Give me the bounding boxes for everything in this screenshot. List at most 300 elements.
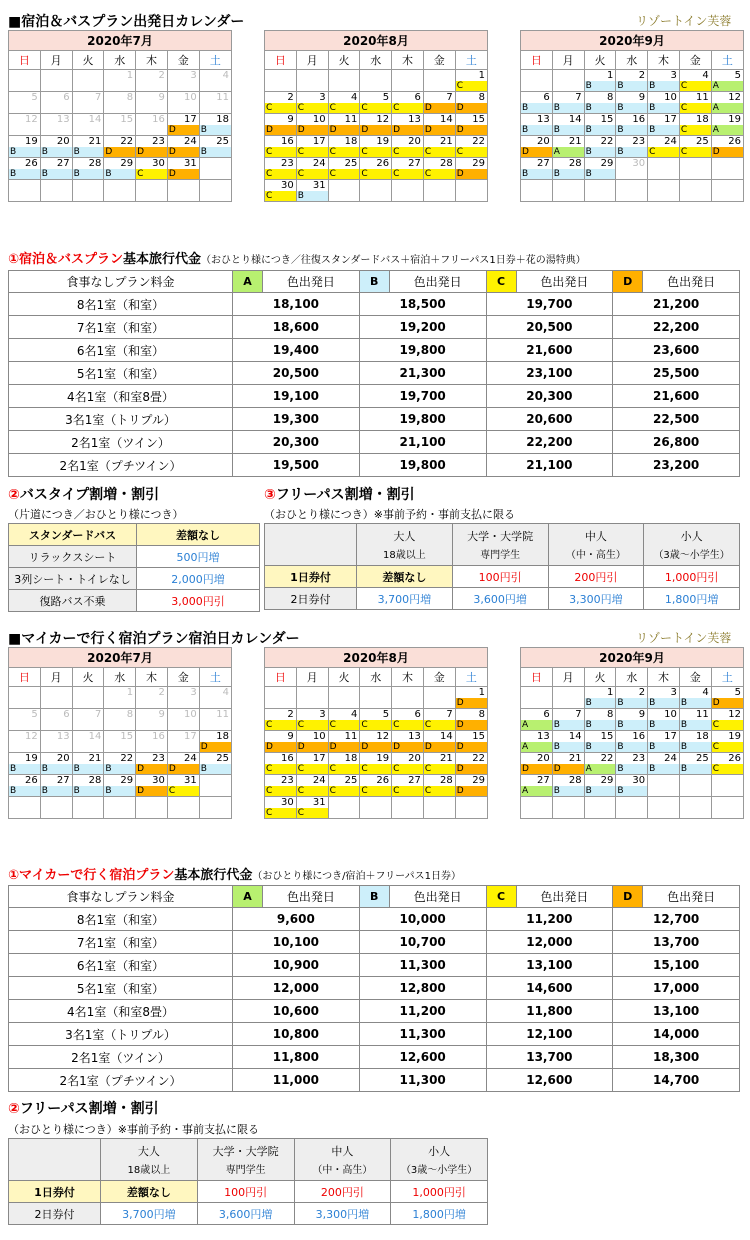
calendar-day[interactable] bbox=[392, 731, 424, 753]
calendar-day[interactable] bbox=[328, 687, 360, 709]
calendar-day[interactable] bbox=[392, 687, 424, 709]
calendar-day[interactable] bbox=[265, 753, 297, 775]
calendar-day[interactable] bbox=[296, 158, 328, 180]
calendar-day[interactable] bbox=[455, 70, 487, 92]
calendar-day[interactable] bbox=[679, 709, 711, 731]
calendar-day[interactable] bbox=[296, 136, 328, 158]
day-number: 3 bbox=[319, 709, 326, 720]
calendar-day[interactable] bbox=[9, 687, 41, 709]
calendar-day[interactable] bbox=[711, 70, 743, 92]
calendar-day[interactable] bbox=[72, 775, 104, 797]
calendar-day[interactable] bbox=[9, 70, 41, 92]
free-head-main: 中人 bbox=[331, 1145, 354, 1158]
calendar-day[interactable] bbox=[199, 92, 231, 114]
calendar-day[interactable] bbox=[40, 136, 72, 158]
calendar-day[interactable] bbox=[360, 158, 392, 180]
calendar-day[interactable] bbox=[72, 797, 104, 819]
calendar-day[interactable] bbox=[40, 70, 72, 92]
day-number: 3 bbox=[190, 687, 197, 698]
calendar-day[interactable] bbox=[265, 70, 297, 92]
calendar-day[interactable] bbox=[40, 180, 72, 202]
day-number: 6 bbox=[414, 709, 421, 720]
calendar-day[interactable] bbox=[296, 753, 328, 775]
calendar-day[interactable] bbox=[711, 136, 743, 158]
calendar-day[interactable] bbox=[392, 775, 424, 797]
calendar-day[interactable] bbox=[265, 136, 297, 158]
price-value: 23,600 bbox=[613, 339, 740, 362]
calendar-day[interactable] bbox=[584, 709, 616, 731]
calendar-day[interactable] bbox=[552, 92, 584, 114]
calendar-day[interactable] bbox=[616, 797, 648, 819]
calendar-day[interactable] bbox=[136, 180, 168, 202]
calendar-day[interactable] bbox=[584, 70, 616, 92]
calendar-day[interactable] bbox=[265, 114, 297, 136]
calendar-day[interactable] bbox=[521, 797, 553, 819]
calendar-day[interactable] bbox=[72, 114, 104, 136]
calendar-day[interactable] bbox=[40, 775, 72, 797]
calendar-2-1 bbox=[264, 647, 488, 819]
calendar-day[interactable] bbox=[40, 158, 72, 180]
calendar-day[interactable] bbox=[265, 709, 297, 731]
calendar-day[interactable] bbox=[552, 731, 584, 753]
calendar-day[interactable] bbox=[711, 709, 743, 731]
day-number: 21 bbox=[439, 136, 453, 147]
day-number: 23 bbox=[152, 136, 165, 147]
calendar-day[interactable] bbox=[136, 797, 168, 819]
calendar-day[interactable] bbox=[711, 731, 743, 753]
calendar-day[interactable] bbox=[360, 687, 392, 709]
day-number: 30 bbox=[281, 180, 294, 191]
calendar-day[interactable] bbox=[616, 731, 648, 753]
calendar-day[interactable] bbox=[199, 114, 231, 136]
calendar-day[interactable] bbox=[455, 775, 487, 797]
day-code bbox=[136, 720, 167, 730]
calendar-day[interactable] bbox=[711, 180, 743, 202]
calendar-day[interactable] bbox=[199, 731, 231, 753]
calendar-day[interactable] bbox=[679, 70, 711, 92]
calendar-day[interactable] bbox=[679, 114, 711, 136]
calendar-day[interactable] bbox=[167, 775, 199, 797]
calendar-day[interactable] bbox=[552, 687, 584, 709]
calendar-day[interactable] bbox=[104, 709, 136, 731]
calendar-day[interactable] bbox=[199, 136, 231, 158]
calendar-day[interactable] bbox=[72, 180, 104, 202]
calendar-day[interactable] bbox=[648, 753, 680, 775]
calendar-day[interactable] bbox=[455, 797, 487, 819]
calendar-day[interactable] bbox=[104, 797, 136, 819]
calendar-day[interactable] bbox=[648, 687, 680, 709]
calendar-day[interactable] bbox=[328, 114, 360, 136]
calendar-day[interactable] bbox=[360, 180, 392, 202]
calendar-day[interactable] bbox=[104, 114, 136, 136]
calendar-day[interactable] bbox=[167, 687, 199, 709]
calendar-day[interactable] bbox=[104, 775, 136, 797]
calendar-day[interactable] bbox=[584, 136, 616, 158]
calendar-day[interactable] bbox=[648, 731, 680, 753]
calendar-day[interactable] bbox=[423, 753, 455, 775]
calendar-day[interactable] bbox=[423, 797, 455, 819]
day-number: 16 bbox=[632, 114, 646, 125]
calendar-day[interactable] bbox=[521, 775, 553, 797]
calendar-day[interactable] bbox=[104, 70, 136, 92]
calendar-day[interactable] bbox=[423, 775, 455, 797]
calendar-day[interactable] bbox=[167, 180, 199, 202]
calendar-day[interactable] bbox=[136, 687, 168, 709]
calendar-day[interactable] bbox=[104, 158, 136, 180]
calendar-day[interactable] bbox=[360, 731, 392, 753]
calendar-day[interactable] bbox=[360, 70, 392, 92]
calendar-day[interactable] bbox=[584, 775, 616, 797]
calendar-day[interactable] bbox=[392, 797, 424, 819]
calendar-day[interactable] bbox=[679, 753, 711, 775]
calendar-day[interactable] bbox=[296, 92, 328, 114]
calendar-day[interactable] bbox=[328, 92, 360, 114]
calendar-day[interactable] bbox=[9, 709, 41, 731]
calendar-day[interactable] bbox=[72, 92, 104, 114]
calendar-day[interactable] bbox=[521, 731, 553, 753]
calendar-day[interactable] bbox=[392, 114, 424, 136]
day-code: B bbox=[73, 786, 104, 796]
calendar-day[interactable] bbox=[360, 753, 392, 775]
calendar-day[interactable] bbox=[679, 136, 711, 158]
calendar-day[interactable] bbox=[328, 136, 360, 158]
day-code bbox=[521, 81, 552, 91]
day-number bbox=[297, 687, 328, 698]
calendar-day[interactable] bbox=[136, 70, 168, 92]
calendar-day[interactable] bbox=[199, 709, 231, 731]
calendar-day[interactable] bbox=[392, 70, 424, 92]
calendar-day[interactable] bbox=[72, 158, 104, 180]
calendar-day[interactable] bbox=[136, 709, 168, 731]
calendar-day[interactable] bbox=[521, 70, 553, 92]
calendar-day[interactable] bbox=[136, 136, 168, 158]
calendar-day[interactable] bbox=[9, 92, 41, 114]
day-number bbox=[73, 70, 104, 81]
calendar-day[interactable] bbox=[455, 687, 487, 709]
calendar-day[interactable] bbox=[423, 114, 455, 136]
calendar-day[interactable] bbox=[40, 92, 72, 114]
calendar-day[interactable] bbox=[199, 158, 231, 180]
calendar-day[interactable] bbox=[360, 114, 392, 136]
calendar-day[interactable] bbox=[72, 731, 104, 753]
calendar-day[interactable] bbox=[423, 709, 455, 731]
calendar-day[interactable] bbox=[296, 114, 328, 136]
calendar-day[interactable] bbox=[360, 92, 392, 114]
calendar-day[interactable] bbox=[521, 92, 553, 114]
calendar-day[interactable] bbox=[9, 797, 41, 819]
calendar-day[interactable] bbox=[72, 136, 104, 158]
calendar-day[interactable] bbox=[167, 158, 199, 180]
day-code: D bbox=[456, 720, 487, 730]
calendar-day[interactable] bbox=[265, 92, 297, 114]
calendar-day[interactable] bbox=[616, 114, 648, 136]
calendar-day[interactable] bbox=[455, 136, 487, 158]
day-number: 13 bbox=[408, 731, 421, 742]
calendar-day[interactable] bbox=[584, 753, 616, 775]
day-number: 17 bbox=[183, 114, 197, 125]
day-number: 18 bbox=[216, 114, 229, 125]
weekday-label: 木 bbox=[392, 51, 424, 70]
calendar-day[interactable] bbox=[552, 180, 584, 202]
calendar-day[interactable] bbox=[616, 709, 648, 731]
calendar-day[interactable] bbox=[360, 709, 392, 731]
calendar-day[interactable] bbox=[360, 136, 392, 158]
calendar-day[interactable] bbox=[679, 158, 711, 180]
calendar-day[interactable] bbox=[552, 158, 584, 180]
calendar-day[interactable] bbox=[552, 114, 584, 136]
calendar-day[interactable] bbox=[136, 92, 168, 114]
calendar-day[interactable] bbox=[72, 70, 104, 92]
calendar-day[interactable] bbox=[265, 158, 297, 180]
calendar-day[interactable] bbox=[136, 731, 168, 753]
day-code bbox=[73, 81, 104, 91]
calendar-day[interactable] bbox=[521, 687, 553, 709]
day-number: 19 bbox=[728, 731, 741, 742]
day-number: 29 bbox=[120, 158, 134, 169]
calendar-day[interactable] bbox=[392, 158, 424, 180]
day-number: 19 bbox=[25, 136, 38, 147]
day-code: B bbox=[553, 169, 584, 179]
calendar-day[interactable] bbox=[679, 797, 711, 819]
calendar-day[interactable] bbox=[392, 180, 424, 202]
calendar-day[interactable] bbox=[328, 753, 360, 775]
calendar-day[interactable] bbox=[136, 158, 168, 180]
calendar-day[interactable] bbox=[40, 687, 72, 709]
day-number: 19 bbox=[376, 136, 390, 147]
room-type: 4名1室（和室8畳） bbox=[9, 1000, 233, 1023]
calendar-day[interactable] bbox=[296, 180, 328, 202]
calendar-day[interactable] bbox=[328, 70, 360, 92]
calendar-day[interactable] bbox=[136, 775, 168, 797]
room-type: 6名1室（和室） bbox=[9, 339, 233, 362]
calendar-day[interactable] bbox=[136, 753, 168, 775]
calendar-day[interactable] bbox=[104, 731, 136, 753]
calendar-day[interactable] bbox=[167, 731, 199, 753]
calendar-day[interactable] bbox=[455, 753, 487, 775]
calendar-day[interactable] bbox=[296, 687, 328, 709]
calendar-day[interactable] bbox=[40, 797, 72, 819]
calendar-day[interactable] bbox=[328, 775, 360, 797]
calendar-day[interactable] bbox=[199, 70, 231, 92]
calendar-day[interactable] bbox=[648, 70, 680, 92]
calendar-day[interactable] bbox=[584, 731, 616, 753]
day-number: 14 bbox=[88, 731, 102, 742]
calendar-day[interactable] bbox=[648, 158, 680, 180]
calendar-day[interactable] bbox=[455, 92, 487, 114]
calendar-day[interactable] bbox=[328, 731, 360, 753]
calendar-day[interactable] bbox=[584, 92, 616, 114]
calendar-day[interactable] bbox=[584, 158, 616, 180]
calendar-day[interactable] bbox=[167, 70, 199, 92]
day-number: 9 bbox=[638, 92, 646, 103]
calendar-day[interactable] bbox=[423, 158, 455, 180]
calendar-day[interactable] bbox=[679, 775, 711, 797]
calendar-day[interactable] bbox=[648, 114, 680, 136]
calendar-day[interactable] bbox=[584, 687, 616, 709]
calendar-day[interactable] bbox=[392, 92, 424, 114]
calendar-day[interactable] bbox=[455, 114, 487, 136]
calendar-day[interactable] bbox=[648, 136, 680, 158]
free-row1-cell: 200円引 bbox=[548, 566, 644, 588]
calendar-day[interactable] bbox=[104, 753, 136, 775]
calendar-day[interactable] bbox=[167, 709, 199, 731]
day-code: A bbox=[585, 764, 616, 774]
day-code: D bbox=[297, 125, 328, 135]
badge-b: B bbox=[359, 271, 389, 293]
calendar-day[interactable] bbox=[711, 753, 743, 775]
calendar-day[interactable] bbox=[167, 92, 199, 114]
calendar-day[interactable] bbox=[296, 775, 328, 797]
calendar-day[interactable] bbox=[199, 687, 231, 709]
day-number: 10 bbox=[664, 709, 677, 720]
calendar-day[interactable] bbox=[9, 114, 41, 136]
calendar-day[interactable] bbox=[167, 114, 199, 136]
calendar-day[interactable] bbox=[711, 114, 743, 136]
price-value: 13,700 bbox=[486, 1046, 613, 1069]
calendar-day[interactable] bbox=[72, 687, 104, 709]
calendar-day[interactable] bbox=[711, 797, 743, 819]
calendar-day[interactable] bbox=[40, 731, 72, 753]
calendar-day[interactable] bbox=[648, 797, 680, 819]
calendar-day[interactable] bbox=[455, 731, 487, 753]
calendar-day[interactable] bbox=[423, 687, 455, 709]
calendar-day[interactable] bbox=[296, 709, 328, 731]
day-code bbox=[329, 698, 360, 708]
calendar-day[interactable] bbox=[552, 709, 584, 731]
calendar-day[interactable] bbox=[711, 775, 743, 797]
calendar-day[interactable] bbox=[521, 753, 553, 775]
calendar-day[interactable] bbox=[616, 775, 648, 797]
calendar-day[interactable] bbox=[40, 709, 72, 731]
calendar-day[interactable] bbox=[265, 797, 297, 819]
calendar-day[interactable] bbox=[711, 92, 743, 114]
calendar-day[interactable] bbox=[552, 775, 584, 797]
calendar-day[interactable] bbox=[584, 797, 616, 819]
calendar-day[interactable] bbox=[423, 731, 455, 753]
calendar-day[interactable] bbox=[104, 92, 136, 114]
calendar-day[interactable] bbox=[199, 775, 231, 797]
calendar-day[interactable] bbox=[423, 70, 455, 92]
calendar-day[interactable] bbox=[552, 70, 584, 92]
weekday-label: 火 bbox=[328, 668, 360, 687]
calendar-day[interactable] bbox=[104, 136, 136, 158]
day-code bbox=[648, 169, 679, 179]
calendar-day[interactable] bbox=[392, 709, 424, 731]
calendar-day[interactable] bbox=[392, 136, 424, 158]
calendar-day[interactable] bbox=[9, 136, 41, 158]
calendar-day[interactable] bbox=[711, 158, 743, 180]
calendar-day[interactable] bbox=[584, 180, 616, 202]
calendar-day[interactable] bbox=[265, 731, 297, 753]
day-code: C bbox=[265, 191, 296, 201]
calendar-day[interactable] bbox=[136, 114, 168, 136]
day-number: 1 bbox=[126, 687, 134, 698]
day-number: 22 bbox=[600, 136, 614, 147]
calendar-day[interactable] bbox=[199, 753, 231, 775]
calendar-day[interactable] bbox=[616, 158, 648, 180]
calendar-day[interactable] bbox=[521, 158, 553, 180]
calendar-day[interactable] bbox=[679, 731, 711, 753]
calendar-day[interactable] bbox=[199, 797, 231, 819]
calendar-day[interactable] bbox=[616, 687, 648, 709]
day-code: C bbox=[297, 720, 328, 730]
calendar-day[interactable] bbox=[360, 775, 392, 797]
calendar-day[interactable] bbox=[423, 136, 455, 158]
calendar-day[interactable] bbox=[328, 180, 360, 202]
calendar-day[interactable] bbox=[648, 709, 680, 731]
calendar-day[interactable] bbox=[521, 136, 553, 158]
calendar-day[interactable] bbox=[199, 180, 231, 202]
calendar-day[interactable] bbox=[296, 70, 328, 92]
calendar-day[interactable] bbox=[521, 114, 553, 136]
calendar-day[interactable] bbox=[616, 753, 648, 775]
calendar-day[interactable] bbox=[552, 136, 584, 158]
calendar-day[interactable] bbox=[360, 797, 392, 819]
day-code bbox=[73, 103, 104, 113]
calendar-day[interactable] bbox=[40, 753, 72, 775]
calendar-day[interactable] bbox=[679, 92, 711, 114]
day-number: 12 bbox=[25, 114, 38, 125]
calendar-day[interactable] bbox=[521, 180, 553, 202]
calendar-day[interactable] bbox=[616, 180, 648, 202]
calendar-day[interactable] bbox=[296, 731, 328, 753]
calendar-day[interactable] bbox=[104, 180, 136, 202]
calendar-day[interactable] bbox=[392, 753, 424, 775]
calendar-day[interactable] bbox=[679, 687, 711, 709]
calendar-day[interactable] bbox=[648, 775, 680, 797]
calendar-day[interactable] bbox=[9, 775, 41, 797]
calendar-day[interactable] bbox=[167, 753, 199, 775]
calendar-day[interactable] bbox=[9, 180, 41, 202]
calendar-day[interactable] bbox=[616, 92, 648, 114]
free-head bbox=[197, 1139, 294, 1181]
calendar-day[interactable] bbox=[72, 709, 104, 731]
calendar-day[interactable] bbox=[104, 687, 136, 709]
day-code: C bbox=[456, 81, 487, 91]
calendar-day[interactable] bbox=[265, 687, 297, 709]
calendar-day[interactable] bbox=[679, 180, 711, 202]
calendar-day[interactable] bbox=[265, 180, 297, 202]
calendar-day[interactable] bbox=[167, 797, 199, 819]
calendar-day[interactable] bbox=[72, 753, 104, 775]
calendar-day[interactable] bbox=[552, 797, 584, 819]
calendar-day[interactable] bbox=[9, 731, 41, 753]
calendar-day[interactable] bbox=[584, 114, 616, 136]
calendar-day[interactable] bbox=[552, 753, 584, 775]
calendar-day[interactable] bbox=[265, 775, 297, 797]
calendar-day[interactable] bbox=[296, 797, 328, 819]
calendar-day[interactable] bbox=[616, 136, 648, 158]
calendar-day[interactable] bbox=[521, 709, 553, 731]
day-number: 4 bbox=[350, 92, 358, 103]
calendar-day[interactable] bbox=[455, 180, 487, 202]
calendar-day[interactable] bbox=[328, 797, 360, 819]
calendar-day[interactable] bbox=[328, 158, 360, 180]
calendar-day[interactable] bbox=[455, 709, 487, 731]
calendar-day[interactable] bbox=[423, 92, 455, 114]
calendar-day[interactable] bbox=[455, 158, 487, 180]
calendar-day[interactable] bbox=[616, 70, 648, 92]
calendar-day[interactable] bbox=[40, 114, 72, 136]
calendar-day[interactable] bbox=[648, 92, 680, 114]
calendar-day[interactable] bbox=[167, 136, 199, 158]
calendar-day[interactable] bbox=[423, 180, 455, 202]
calendar-day[interactable] bbox=[9, 753, 41, 775]
calendar-day[interactable] bbox=[711, 687, 743, 709]
calendar-day[interactable] bbox=[328, 709, 360, 731]
calendar-day[interactable] bbox=[648, 180, 680, 202]
calendar-day[interactable] bbox=[9, 158, 41, 180]
